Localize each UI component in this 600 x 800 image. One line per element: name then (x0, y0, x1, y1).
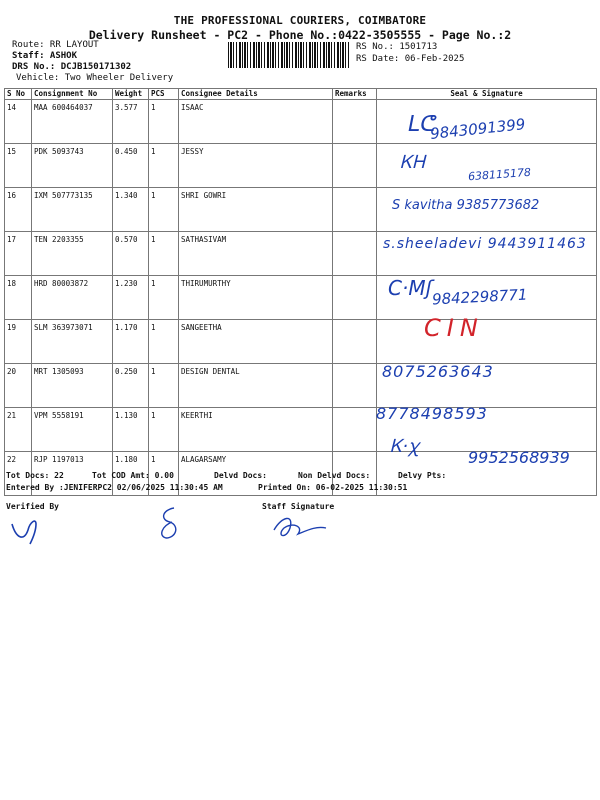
col-consignment: Consignment No (32, 89, 113, 100)
col-consignee: Consignee Details (179, 89, 333, 100)
cell-sno: 17 (5, 232, 32, 276)
cell-signature (377, 320, 597, 364)
drs-number: DRS No.: DCJB150171302 (12, 62, 132, 72)
cell-weight: 0.250 (113, 364, 149, 408)
cell-weight: 1.340 (113, 188, 149, 232)
handwritten-initials: ᏦᎻ (400, 152, 425, 173)
handwritten-phone: 638115178 (467, 165, 532, 184)
cell-consignment: PDK 5093743 (32, 144, 113, 188)
handwritten-name-phone: S kavitha 9385773682 (392, 198, 540, 213)
cell-remarks (333, 100, 377, 144)
cell-consignee: SHRI GOWRI (179, 188, 333, 232)
cell-weight: 1.230 (113, 276, 149, 320)
table-row (5, 144, 597, 188)
cell-weight: 1.180 (113, 452, 149, 496)
cell-sno: 15 (5, 144, 32, 188)
cell-sno: 21 (5, 408, 32, 452)
verified-by-label: Verified By (6, 502, 59, 511)
cell-consignee: ALAGARSAMY (179, 452, 333, 496)
col-pcs: PCS (149, 89, 179, 100)
cell-sno: 16 (5, 188, 32, 232)
non-delivered-docs: Non Delvd Docs: (298, 471, 371, 480)
cell-consignment: HRD 80003872 (32, 276, 113, 320)
cell-consignment: SLM 363973071 (32, 320, 113, 364)
handwritten-initials: CIN (424, 314, 484, 342)
cell-weight: 0.450 (113, 144, 149, 188)
cell-remarks (333, 320, 377, 364)
delivered-docs: Delvd Docs: (214, 471, 267, 480)
cell-remarks (333, 364, 377, 408)
cell-sno: 20 (5, 364, 32, 408)
total-cod: Tot COD Amt: 0.00 (92, 471, 174, 480)
handwritten-initials: C·Mʃ (388, 276, 433, 300)
cell-consignee: SANGEETHA (179, 320, 333, 364)
handwritten-name-phone: s.sheeladevi 9443911463 (383, 236, 587, 252)
cell-consignment: TEN 2203355 (32, 232, 113, 276)
company-title: THE PROFESSIONAL COURIERS, COIMBATORE (173, 14, 427, 27)
handwritten-phone: 9952568939 (468, 448, 570, 467)
cell-consignment: IXM 507773135 (32, 188, 113, 232)
route-label: Route: RR LAYOUT (12, 40, 99, 50)
cell-pcs: 1 (149, 320, 179, 364)
handwritten-initials: ᒪᕦ (408, 112, 437, 137)
vehicle-label: Vehicle: Two Wheeler Delivery (16, 73, 174, 83)
entered-by: Entered By :JENIFERPC2 02/06/2025 11:30:45 AM (6, 483, 223, 492)
cell-consignee: DESIGN DENTAL (179, 364, 333, 408)
cell-pcs: 1 (149, 100, 179, 144)
cell-pcs: 1 (149, 276, 179, 320)
cell-consignee: JESSY (179, 144, 333, 188)
col-remarks: Remarks (333, 89, 377, 100)
col-weight: Weight (113, 89, 149, 100)
cell-remarks (333, 144, 377, 188)
cell-weight: 0.570 (113, 232, 149, 276)
col-seal-signature: Seal & Signature (377, 89, 597, 100)
cell-weight: 1.170 (113, 320, 149, 364)
cell-consignment: MAA 600464037 (32, 100, 113, 144)
col-sno: S No (5, 89, 32, 100)
cell-sno: 19 (5, 320, 32, 364)
table-header-row (5, 89, 597, 100)
delivery-points: Delvy Pts: (398, 471, 447, 480)
table-row (5, 320, 597, 364)
handwritten-phone: 8075263643 (382, 362, 494, 381)
cell-consignee: ISAAC (179, 100, 333, 144)
cell-sno: 18 (5, 276, 32, 320)
verifier-signature (6, 510, 66, 546)
cell-sno: 22 (5, 452, 32, 496)
table-row (5, 364, 597, 408)
handwritten-phone: 9842298771 (431, 285, 528, 309)
cell-pcs: 1 (149, 188, 179, 232)
cell-remarks (333, 188, 377, 232)
cell-pcs: 1 (149, 452, 179, 496)
rs-date: RS Date: 06-Feb-2025 (356, 54, 465, 64)
cell-pcs: 1 (149, 232, 179, 276)
cell-remarks (333, 408, 377, 452)
cell-pcs: 1 (149, 144, 179, 188)
staff-signature (268, 512, 332, 544)
cell-sno: 14 (5, 100, 32, 144)
cell-weight: 1.130 (113, 408, 149, 452)
cell-consignee: KEERTHI (179, 408, 333, 452)
staff-signature-label: Staff Signature (262, 502, 335, 511)
printed-on: Printed On: 06-02-2025 11:30:51 (258, 483, 408, 492)
cell-pcs: 1 (149, 364, 179, 408)
table-row (5, 408, 597, 452)
initials-signature (150, 504, 190, 544)
total-docs: Tot Docs: 22 (6, 471, 64, 480)
handwritten-phone: 8778498593 (376, 404, 488, 423)
runsheet-title: Delivery Runsheet - PC2 - Phone No.:0422-3505555 - Page No.:2 (88, 28, 512, 42)
staff-label: Staff: ASHOK (12, 51, 78, 61)
handwritten-initials: Ꮶ·ꭓ (390, 436, 419, 457)
handwritten-phone: 9843091399 (429, 115, 527, 143)
cell-consignment: MRT 1305093 (32, 364, 113, 408)
cell-remarks (333, 232, 377, 276)
cell-consignment: VPM 5558191 (32, 408, 113, 452)
cell-consignment: RJP 1197013 (32, 452, 113, 496)
cell-consignee: THIRUMURTHY (179, 276, 333, 320)
barcode (228, 42, 350, 68)
cell-pcs: 1 (149, 408, 179, 452)
rs-number: RS No.: 1501713 (356, 42, 438, 52)
cell-remarks (333, 276, 377, 320)
cell-weight: 3.577 (113, 100, 149, 144)
cell-consignee: SATHASIVAM (179, 232, 333, 276)
